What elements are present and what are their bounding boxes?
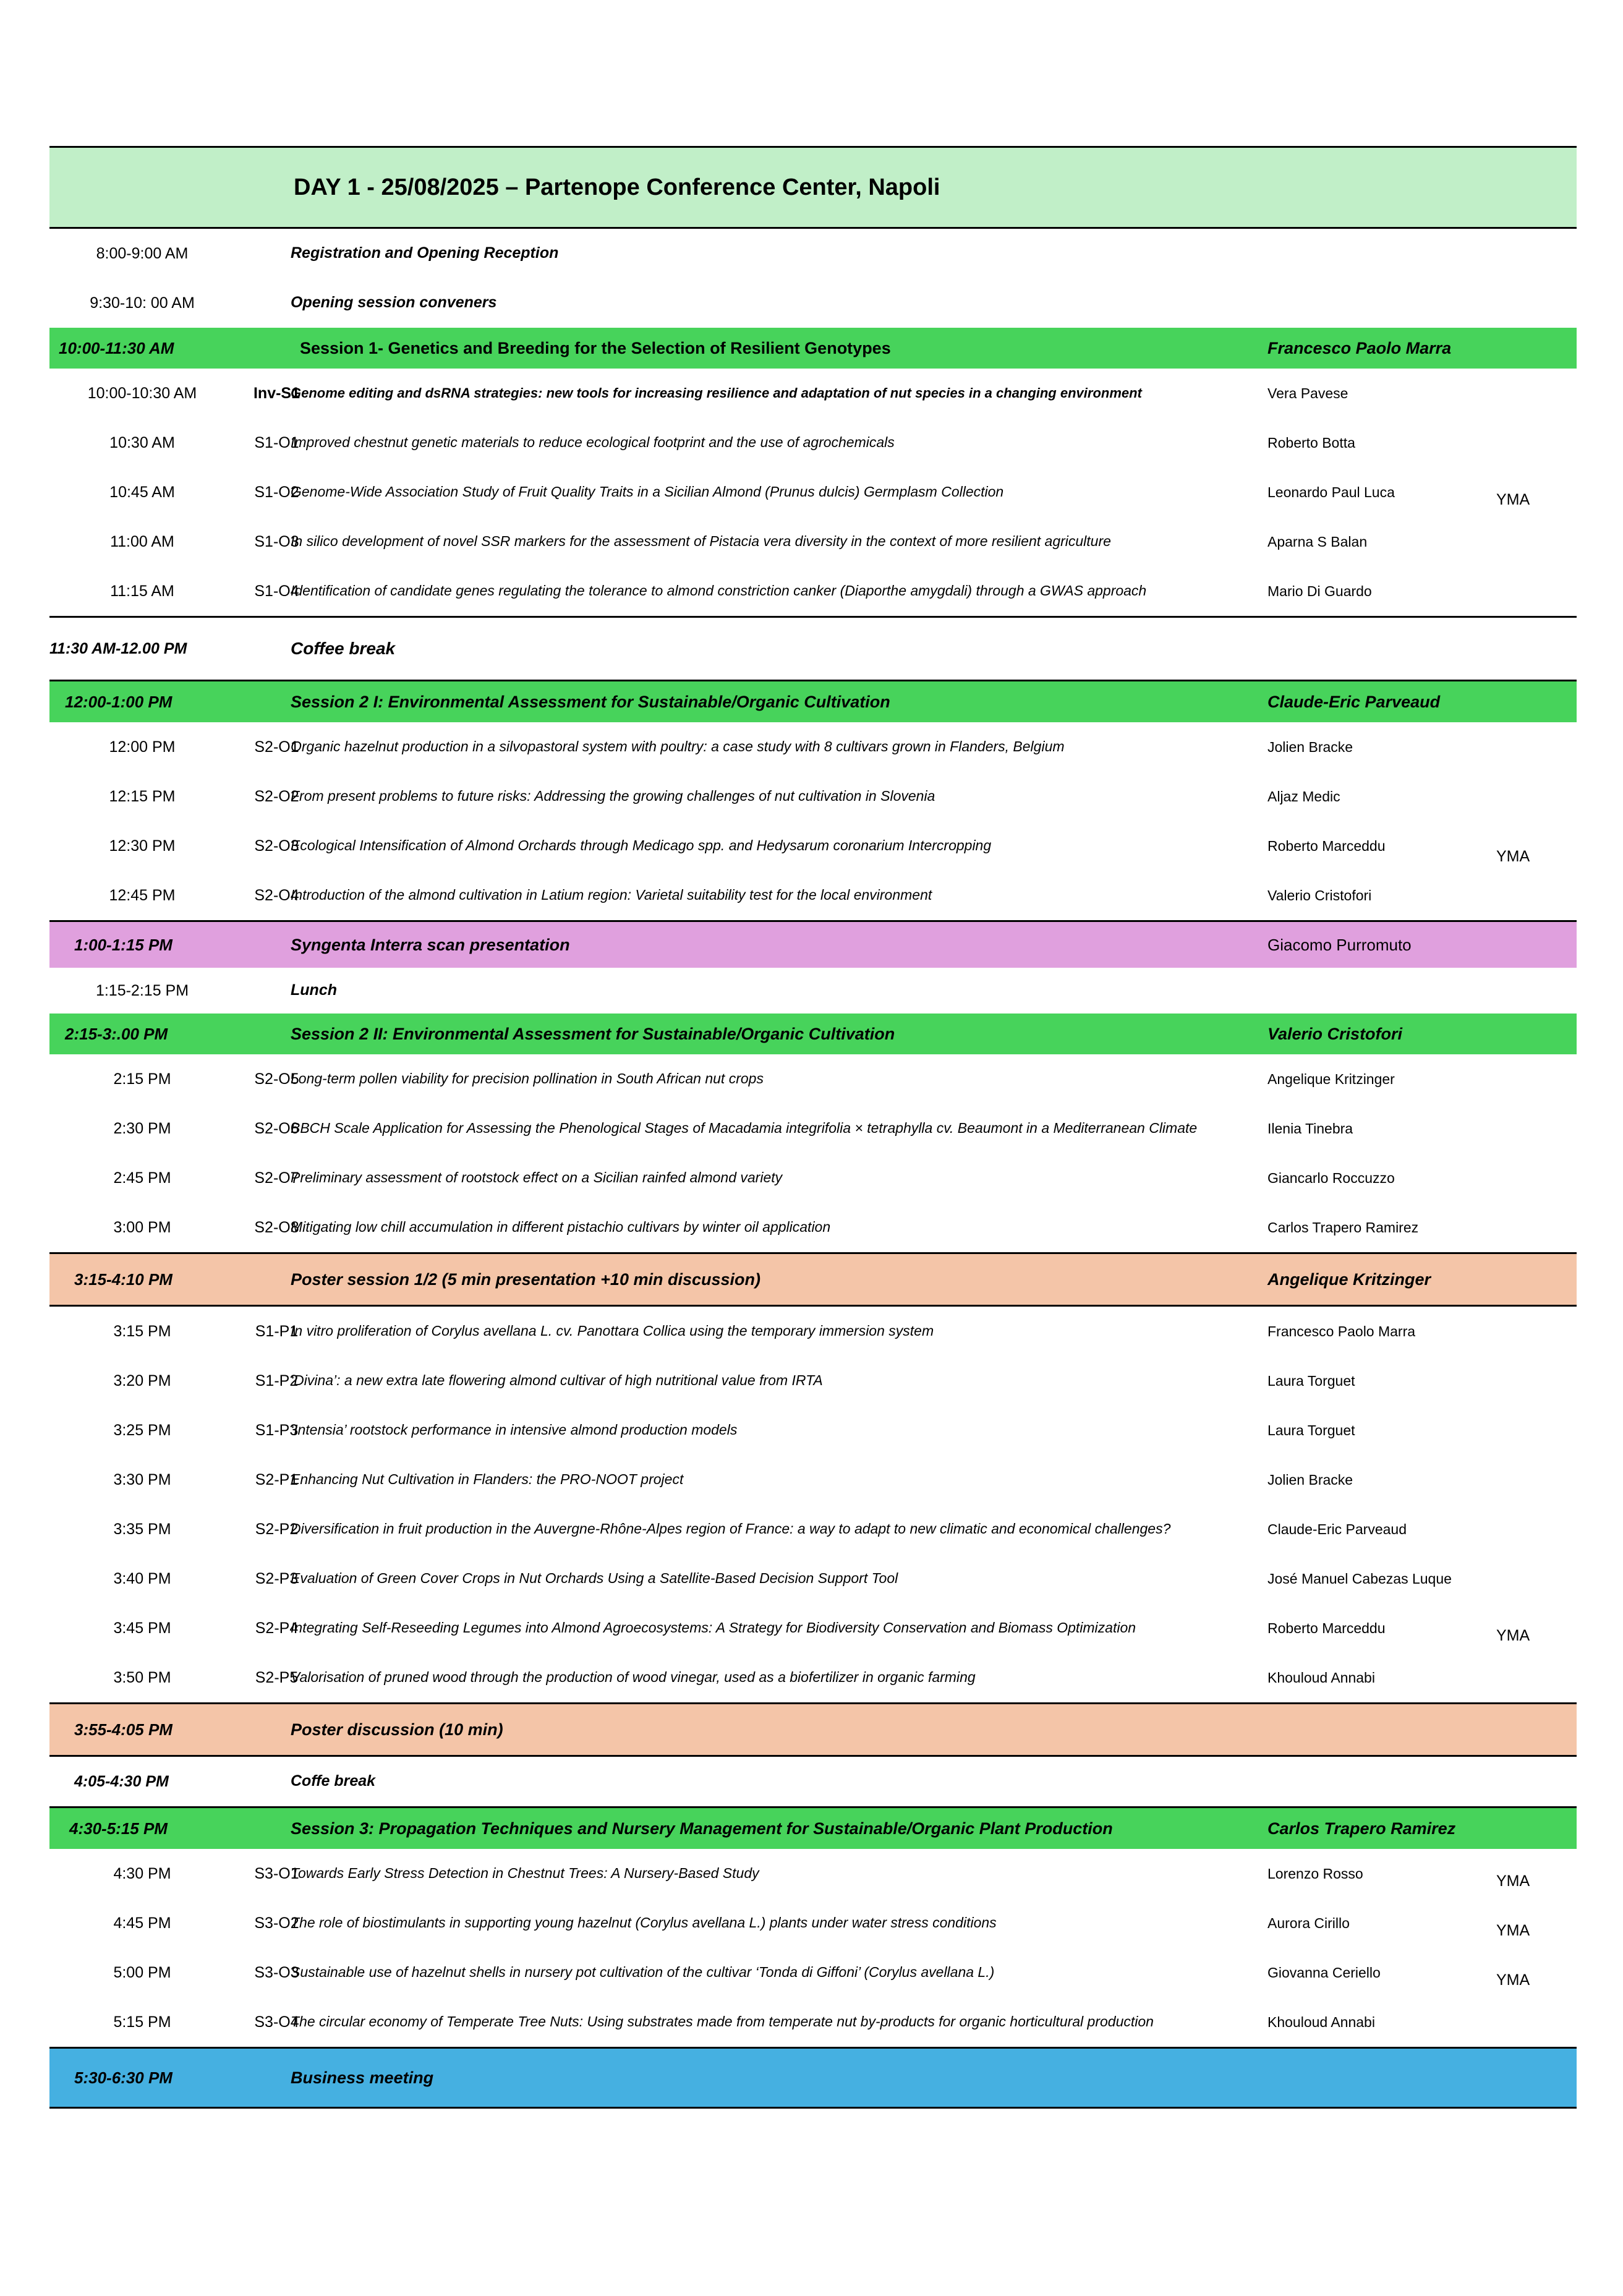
talk-code: S3-O4	[254, 2013, 299, 2031]
talk-speaker: Giovanna Ceriello	[1267, 1964, 1381, 1981]
session-header	[49, 681, 1577, 722]
session-time: 3:15-4:10 PM	[74, 1270, 173, 1289]
talk-title: Enhancing Nut Cultivation in Flanders: the PRO-NOOT project	[291, 1471, 684, 1488]
talk-title: Long-term pollen viability for precision pollination in South African nut crops	[291, 1070, 764, 1087]
talk-row	[49, 1406, 1577, 1455]
talk-speaker: Roberto Botta	[1267, 434, 1355, 451]
session-header	[49, 1014, 1577, 1054]
talk-speaker: Valerio Cristofori	[1267, 887, 1372, 903]
sponsor-row	[49, 922, 1577, 968]
talk-time: 12:00 PM	[109, 738, 176, 756]
day-header	[49, 146, 1577, 229]
lunch-row	[49, 968, 1577, 1014]
session-header	[49, 1254, 1577, 1307]
talk-speaker: Angelique Kritzinger	[1267, 1070, 1395, 1087]
session-chair: Carlos Trapero Ramirez	[1267, 1819, 1456, 1838]
yma-label: YMA	[1496, 1872, 1530, 1890]
session-title: Session 1- Genetics and Breeding for the Selection of Resilient Genotypes	[300, 338, 891, 357]
coffee-break-row	[49, 1757, 1577, 1808]
break-time: 11:30 AM-12.00 PM	[49, 639, 187, 657]
sponsor-speaker: Giacomo Purromuto	[1267, 935, 1412, 954]
talk-code: S2-O2	[254, 787, 299, 805]
break-label: Coffe break	[291, 1772, 376, 1790]
talk-title: Organic hazelnut production in a silvopastoral system with poultry: a case study with 8 cultivars grown in Flanders, Belgium	[291, 738, 1065, 755]
talk-time: 12:30 PM	[109, 837, 176, 855]
sponsor-label: Syngenta Interra scan presentation	[291, 935, 570, 954]
talk-code: S2-O8	[254, 1218, 299, 1236]
talk-code: S3-O1	[254, 1864, 299, 1882]
talk-title: In silico development of novel SSR markers for the assessment of Pistacia vera diversity in the context of more resilient agriculture	[291, 533, 1111, 550]
talk-speaker: Ilenia Tinebra	[1267, 1120, 1353, 1137]
session-time: 2:15-3:.00 PM	[65, 1024, 168, 1043]
session-title: Poster session 1/2 (5 min presentation +10 min discussion)	[291, 1270, 760, 1289]
talk-title: Integrating Self-Reseeding Legumes into Almond Agroecosystems: A Strategy for Biodiversity Conservation and Biomass Optimization	[291, 1620, 1136, 1636]
talk-speaker: Khouloud Annabi	[1267, 1669, 1375, 1686]
talk-title: The role of biostimulants in supporting young hazelnut (Corylus avellana L.) plants under water stress conditions	[291, 1914, 997, 1931]
talk-title: Evaluation of Green Cover Crops in Nut Orchards Using a Satellite-Based Decision Support Tool	[291, 1570, 898, 1587]
talk-title: ‘Divina’: a new extra late flowering almond cultivar of high nutritional value from IRTA	[291, 1372, 823, 1389]
business-label: Business meeting	[291, 2068, 434, 2087]
talk-speaker: Francesco Paolo Marra	[1267, 1323, 1416, 1339]
time: 9:30-10: 00 AM	[90, 294, 195, 312]
talk-code: S2-O5	[254, 1070, 299, 1088]
talk-title: Mitigating low chill accumulation in different pistachio cultivars by winter oil application	[291, 1219, 831, 1235]
talk-title: Introduction of the almond cultivation in Latium region: Varietal suitability test for the local environment	[291, 887, 932, 903]
talk-row	[49, 1455, 1577, 1504]
talk-time: 10:45 AM	[109, 483, 175, 501]
talk-row	[49, 1898, 1577, 1948]
session-title: Session 2 II: Environmental Assessment for Sustainable/Organic Cultivation	[291, 1024, 895, 1043]
talk-time: 3:40 PM	[113, 1569, 171, 1587]
talk-row	[49, 772, 1577, 821]
talk-code: S1-O1	[254, 433, 299, 451]
talk-code: Inv-S1	[253, 384, 300, 402]
talk-time: 4:45 PM	[113, 1914, 171, 1932]
talk-code: S1-P1	[255, 1322, 299, 1340]
talk-time: 2:45 PM	[113, 1169, 171, 1187]
talk-title: Valorisation of pruned wood through the production of wood vinegar, used as a biofertilizer in organic farming	[291, 1669, 976, 1686]
break-label: Coffee break	[291, 639, 396, 659]
talk-time: 5:15 PM	[113, 2013, 171, 2031]
opening-row	[49, 278, 1577, 328]
talk-row	[49, 1554, 1577, 1603]
talk-speaker: Roberto Marceddu	[1267, 837, 1386, 854]
talk-title: Identification of candidate genes regulating the tolerance to almond constriction canker (Diaporthe amygdali) through a GWAS approach	[291, 583, 1147, 599]
break-time: 4:05-4:30 PM	[74, 1772, 169, 1790]
talk-row	[49, 517, 1577, 566]
talk-code: S2-P1	[255, 1470, 299, 1488]
talk-title: Preliminary assessment of rootstock effect on a Sicilian rainfed almond variety	[291, 1169, 783, 1186]
label: Registration and Opening Reception	[291, 244, 559, 262]
talk-time: 3:35 PM	[113, 1520, 171, 1538]
talk-speaker: Laura Torguet	[1267, 1422, 1355, 1438]
talk-time: 10:30 AM	[109, 433, 175, 451]
yma-label: YMA	[1496, 491, 1530, 508]
session-time: 4:30-5:15 PM	[69, 1819, 168, 1838]
talk-time: 3:20 PM	[113, 1372, 171, 1389]
talk-row	[49, 1203, 1577, 1254]
talk-title: Towards Early Stress Detection in Chestnut Trees: A Nursery-Based Study	[291, 1865, 759, 1882]
talk-time: 3:50 PM	[113, 1668, 171, 1686]
talk-row	[49, 1997, 1577, 2049]
talk-title: Genome editing and dsRNA strategies: new tools for increasing resilience and adaptation of nut species in a changing environment	[291, 385, 1142, 401]
talk-time: 3:30 PM	[113, 1470, 171, 1488]
talk-title: Sustainable use of hazelnut shells in nursery pot cultivation of the cultivar ‘Tonda di Giffoni’ (Corylus avellana L.)	[291, 1964, 995, 1981]
talk-code: S2-O3	[254, 837, 299, 855]
talk-title: Improved chestnut genetic materials to reduce ecological footprint and the use of agrochemicals	[291, 434, 895, 451]
talk-code: S2-O1	[254, 738, 299, 756]
business-meeting-row	[49, 2049, 1577, 2109]
talk-time: 11:15 AM	[110, 582, 174, 600]
talk-row	[49, 566, 1577, 618]
talk-time: 5:00 PM	[113, 1963, 171, 1981]
session-chair: Francesco Paolo Marra	[1267, 338, 1452, 357]
discussion-label: Poster discussion (10 min)	[291, 1720, 503, 1739]
talk-row	[49, 1356, 1577, 1406]
talk-time: 3:25 PM	[113, 1421, 171, 1439]
talk-row	[49, 1948, 1577, 1997]
discussion-time: 3:55-4:05 PM	[74, 1720, 173, 1739]
talk-code: S1-P3	[255, 1421, 299, 1439]
talk-code: S3-O3	[254, 1963, 299, 1981]
opening-row	[49, 229, 1577, 278]
talk-title: Genome-Wide Association Study of Fruit Quality Traits in a Sicilian Almond (Prunus dulcis) Germplasm Collection	[291, 484, 1004, 500]
talk-row	[49, 1849, 1577, 1898]
lunch-time: 1:15-2:15 PM	[95, 981, 189, 999]
talk-code: S2-P2	[255, 1520, 299, 1538]
talk-row	[49, 1153, 1577, 1203]
session-header	[49, 328, 1577, 369]
talk-row	[49, 722, 1577, 772]
yma-label: YMA	[1496, 1922, 1530, 1939]
talk-row	[49, 1603, 1577, 1653]
talk-speaker: Jolien Bracke	[1267, 738, 1353, 755]
talk-time: 3:15 PM	[113, 1322, 171, 1340]
session-header	[49, 1808, 1577, 1849]
talk-row	[49, 467, 1577, 517]
label: Opening session conveners	[291, 294, 497, 312]
business-time: 5:30-6:30 PM	[74, 2068, 173, 2087]
talk-title: From present problems to future risks: Addressing the growing challenges of nut cultivation in Slovenia	[291, 788, 935, 804]
talk-time: 4:30 PM	[113, 1864, 171, 1882]
talk-title: Diversification in fruit production in the Auvergne-Rhône-Alpes region of France: a way to adapt to new climatic and economical challenges?	[291, 1521, 1171, 1537]
talk-code: S1-O2	[254, 483, 299, 501]
time: 8:00-9:00 AM	[96, 244, 189, 262]
talk-code: S2-O4	[254, 886, 299, 904]
talk-speaker: Jolien Bracke	[1267, 1471, 1353, 1488]
talk-speaker: Aparna S Balan	[1267, 533, 1368, 550]
talk-time: 12:45 PM	[109, 886, 176, 904]
talk-title: BBCH Scale Application for Assessing the Phenological Stages of Macadamia integrifolia × tetraphylla cv. Beaumont in a Mediterranean Climate	[291, 1120, 1198, 1137]
coffee-break-row	[49, 618, 1577, 681]
talk-code: S1-O4	[254, 582, 299, 600]
talk-code: S2-P4	[255, 1619, 299, 1637]
lunch-label: Lunch	[291, 981, 337, 999]
talk-speaker: José Manuel Cabezas Luque	[1267, 1570, 1452, 1587]
yma-label: YMA	[1496, 1971, 1530, 1989]
talk-speaker: Aurora Cirillo	[1267, 1914, 1350, 1931]
talk-row	[49, 1307, 1577, 1356]
talk-speaker: Leonardo Paul Luca	[1267, 484, 1395, 500]
talk-row	[49, 418, 1577, 467]
talk-speaker: Mario Di Guardo	[1267, 583, 1372, 599]
talk-code: S3-O2	[254, 1914, 299, 1932]
talk-time: 3:00 PM	[113, 1218, 171, 1236]
talk-code: S1-O3	[254, 532, 299, 550]
talk-speaker: Vera Pavese	[1267, 385, 1348, 401]
talk-speaker: Aljaz Medic	[1267, 788, 1340, 804]
talk-title: ‘Intensia’ rootstock performance in intensive almond production models	[291, 1422, 738, 1438]
sponsor-time: 1:00-1:15 PM	[74, 935, 173, 954]
yma-label: YMA	[1496, 1627, 1530, 1644]
talk-title: In vitro proliferation of Corylus avellana L. cv. Panottara Collica using the temporary immersion system	[291, 1323, 934, 1339]
talk-code: S2-P3	[255, 1569, 299, 1587]
program-table	[49, 146, 1577, 2109]
session-time: 12:00-1:00 PM	[65, 692, 173, 711]
talk-time: 11:00 AM	[110, 532, 174, 550]
talk-row	[49, 871, 1577, 922]
talk-speaker: Giancarlo Roccuzzo	[1267, 1169, 1395, 1186]
talk-speaker: Lorenzo Rosso	[1267, 1865, 1363, 1882]
talk-code: S2-O7	[254, 1169, 299, 1187]
talk-title: Ecological Intensification of Almond Orchards through Medicago spp. and Hedysarum coronarium Intercropping	[291, 837, 992, 854]
talk-time: 10:00-10:30 AM	[87, 384, 197, 402]
talk-row	[49, 821, 1577, 871]
talk-code: S2-P5	[255, 1668, 299, 1686]
talk-code: S2-O6	[254, 1119, 299, 1137]
talk-title: The circular economy of Temperate Tree Nuts: Using substrates made from temperate nut by-products for organic horticultural production	[291, 2013, 1154, 2030]
session-chair: Angelique Kritzinger	[1267, 1270, 1431, 1289]
session-title: Session 3: Propagation Techniques and Nursery Management for Sustainable/Organic Plant Production	[291, 1819, 1113, 1838]
talk-time: 3:45 PM	[113, 1619, 171, 1637]
talk-code: S1-P2	[255, 1372, 299, 1389]
talk-row	[49, 369, 1577, 418]
poster-discussion-row	[49, 1704, 1577, 1757]
session-chair: Valerio Cristofori	[1267, 1024, 1403, 1043]
talk-speaker: Claude-Eric Parveaud	[1267, 1521, 1407, 1537]
day-title: DAY 1 - 25/08/2025 – Partenope Conference Center, Napoli	[294, 174, 940, 200]
talk-row	[49, 1054, 1577, 1104]
session-time: 10:00-11:30 AM	[59, 338, 174, 357]
talk-speaker: Roberto Marceddu	[1267, 1620, 1386, 1636]
talk-time: 12:15 PM	[109, 787, 176, 805]
session-chair: Claude-Eric Parveaud	[1267, 692, 1441, 711]
talk-speaker: Laura Torguet	[1267, 1372, 1355, 1389]
talk-row	[49, 1104, 1577, 1153]
talk-time: 2:15 PM	[113, 1070, 171, 1088]
talk-speaker: Khouloud Annabi	[1267, 2013, 1375, 2030]
session-title: Session 2 I: Environmental Assessment for Sustainable/Organic Cultivation	[291, 692, 890, 711]
talk-speaker: Carlos Trapero Ramirez	[1267, 1219, 1419, 1235]
talk-row	[49, 1653, 1577, 1704]
talk-row	[49, 1504, 1577, 1554]
talk-time: 2:30 PM	[113, 1119, 171, 1137]
yma-label: YMA	[1496, 848, 1530, 865]
